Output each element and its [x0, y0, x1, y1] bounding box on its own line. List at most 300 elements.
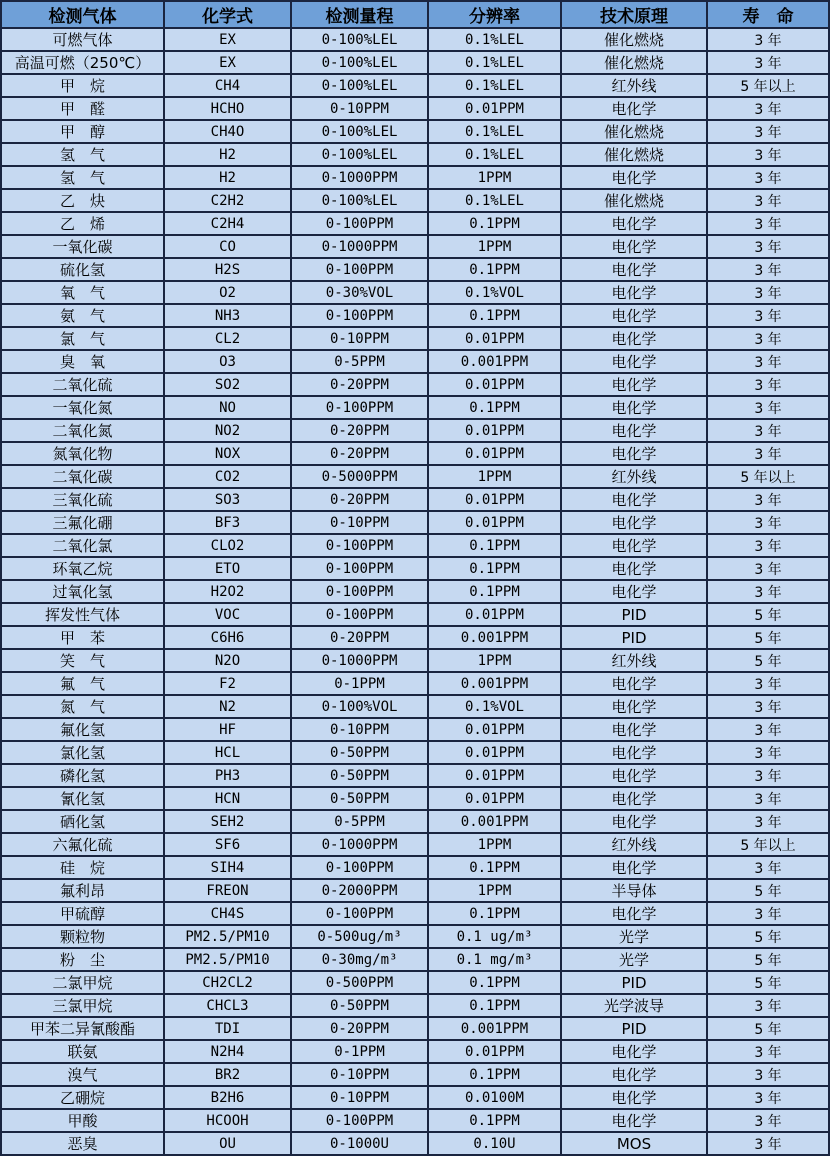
- cell-chemical-formula: C2H2: [164, 189, 291, 212]
- cell-chemical-formula: C6H6: [164, 626, 291, 649]
- cell-detection-range: 0-100%LEL: [291, 120, 428, 143]
- cell-chemical-formula: CO: [164, 235, 291, 258]
- cell-resolution: 0.01PPM: [428, 442, 561, 465]
- cell-resolution: 0.01PPM: [428, 1040, 561, 1063]
- cell-detection-range: 0-10PPM: [291, 1063, 428, 1086]
- cell-gas-name: 环氧乙烷: [1, 557, 164, 580]
- cell-lifespan: 3 年: [707, 672, 829, 695]
- cell-technology: 电化学: [561, 212, 707, 235]
- cell-detection-range: 0-10PPM: [291, 718, 428, 741]
- cell-lifespan: 5 年: [707, 649, 829, 672]
- table-row: [1, 1109, 829, 1132]
- cell-lifespan: 3 年: [707, 327, 829, 350]
- cell-chemical-formula: O3: [164, 350, 291, 373]
- cell-gas-name: 甲 醇: [1, 120, 164, 143]
- cell-gas-name: 溴气: [1, 1063, 164, 1086]
- cell-chemical-formula: PM2.5/PM10: [164, 948, 291, 971]
- cell-resolution: 0.001PPM: [428, 350, 561, 373]
- cell-lifespan: 3 年: [707, 212, 829, 235]
- column-header-gas-name: 检测气体: [1, 1, 164, 28]
- table-row: [1, 442, 829, 465]
- cell-chemical-formula: O2: [164, 281, 291, 304]
- table-row: [1, 511, 829, 534]
- table-row: [1, 1040, 829, 1063]
- cell-gas-name: 氟化氢: [1, 718, 164, 741]
- cell-technology: 电化学: [561, 695, 707, 718]
- cell-chemical-formula: HCN: [164, 787, 291, 810]
- cell-detection-range: 0-100PPM: [291, 304, 428, 327]
- table-row: [1, 1017, 829, 1040]
- cell-detection-range: 0-100PPM: [291, 396, 428, 419]
- cell-lifespan: 3 年: [707, 1132, 829, 1155]
- cell-lifespan: 5 年: [707, 971, 829, 994]
- cell-chemical-formula: FREON: [164, 879, 291, 902]
- cell-technology: 电化学: [561, 488, 707, 511]
- table-row: [1, 764, 829, 787]
- cell-resolution: 0.1PPM: [428, 557, 561, 580]
- cell-detection-range: 0-100PPM: [291, 902, 428, 925]
- cell-lifespan: 3 年: [707, 1109, 829, 1132]
- table-row: [1, 120, 829, 143]
- cell-resolution: 0.1PPM: [428, 856, 561, 879]
- cell-chemical-formula: ETO: [164, 557, 291, 580]
- cell-gas-name: 甲硫醇: [1, 902, 164, 925]
- cell-chemical-formula: SIH4: [164, 856, 291, 879]
- cell-technology: PID: [561, 1017, 707, 1040]
- cell-technology: 红外线: [561, 833, 707, 856]
- cell-chemical-formula: CO2: [164, 465, 291, 488]
- cell-resolution: 0.01PPM: [428, 787, 561, 810]
- cell-gas-name: 粉 尘: [1, 948, 164, 971]
- cell-chemical-formula: F2: [164, 672, 291, 695]
- cell-gas-name: 联氨: [1, 1040, 164, 1063]
- cell-technology: 光学: [561, 925, 707, 948]
- cell-gas-name: 可燃气体: [1, 28, 164, 51]
- cell-gas-name: 氨 气: [1, 304, 164, 327]
- cell-chemical-formula: TDI: [164, 1017, 291, 1040]
- cell-lifespan: 5 年: [707, 1017, 829, 1040]
- table-row: [1, 1063, 829, 1086]
- cell-technology: 电化学: [561, 1040, 707, 1063]
- cell-gas-name: 硅 烷: [1, 856, 164, 879]
- cell-resolution: 0.1 mg/m³: [428, 948, 561, 971]
- cell-lifespan: 3 年: [707, 396, 829, 419]
- cell-resolution: 1PPM: [428, 879, 561, 902]
- table-row: [1, 833, 829, 856]
- cell-gas-name: 硒化氢: [1, 810, 164, 833]
- cell-resolution: 0.01PPM: [428, 718, 561, 741]
- cell-technology: 电化学: [561, 718, 707, 741]
- cell-detection-range: 0-100%LEL: [291, 51, 428, 74]
- cell-lifespan: 3 年: [707, 120, 829, 143]
- column-header-chemical-formula: 化学式: [164, 1, 291, 28]
- cell-resolution: 0.1PPM: [428, 971, 561, 994]
- cell-technology: 电化学: [561, 1086, 707, 1109]
- cell-lifespan: 3 年: [707, 856, 829, 879]
- cell-detection-range: 0-10PPM: [291, 1086, 428, 1109]
- cell-detection-range: 0-50PPM: [291, 787, 428, 810]
- cell-gas-name: 乙 烯: [1, 212, 164, 235]
- table-row: [1, 603, 829, 626]
- cell-chemical-formula: VOC: [164, 603, 291, 626]
- cell-gas-name: 过氧化氢: [1, 580, 164, 603]
- table-row: [1, 143, 829, 166]
- cell-technology: 电化学: [561, 97, 707, 120]
- cell-lifespan: 5 年: [707, 626, 829, 649]
- column-header-lifespan: 寿 命: [707, 1, 829, 28]
- cell-chemical-formula: N2H4: [164, 1040, 291, 1063]
- cell-gas-name: 笑 气: [1, 649, 164, 672]
- column-header-resolution: 分辨率: [428, 1, 561, 28]
- table-row: [1, 810, 829, 833]
- cell-gas-name: 甲 烷: [1, 74, 164, 97]
- cell-chemical-formula: SF6: [164, 833, 291, 856]
- cell-lifespan: 3 年: [707, 143, 829, 166]
- cell-lifespan: 3 年: [707, 166, 829, 189]
- cell-resolution: 0.001PPM: [428, 626, 561, 649]
- cell-technology: 电化学: [561, 764, 707, 787]
- table-row: [1, 741, 829, 764]
- cell-resolution: 1PPM: [428, 833, 561, 856]
- cell-resolution: 0.01PPM: [428, 741, 561, 764]
- cell-lifespan: 3 年: [707, 741, 829, 764]
- cell-technology: 电化学: [561, 258, 707, 281]
- cell-detection-range: 0-1000U: [291, 1132, 428, 1155]
- cell-detection-range: 0-20PPM: [291, 373, 428, 396]
- cell-resolution: 0.1%VOL: [428, 695, 561, 718]
- cell-resolution: 0.01PPM: [428, 511, 561, 534]
- cell-resolution: 1PPM: [428, 465, 561, 488]
- cell-detection-range: 0-500PPM: [291, 971, 428, 994]
- cell-lifespan: 3 年: [707, 718, 829, 741]
- cell-chemical-formula: NO2: [164, 419, 291, 442]
- cell-gas-name: 一氧化氮: [1, 396, 164, 419]
- cell-lifespan: 3 年: [707, 1063, 829, 1086]
- cell-detection-range: 0-20PPM: [291, 442, 428, 465]
- table-row: [1, 672, 829, 695]
- cell-chemical-formula: H2: [164, 166, 291, 189]
- cell-detection-range: 0-10PPM: [291, 97, 428, 120]
- cell-detection-range: 0-1000PPM: [291, 833, 428, 856]
- cell-detection-range: 0-1PPM: [291, 1040, 428, 1063]
- cell-technology: 电化学: [561, 672, 707, 695]
- cell-gas-name: 颗粒物: [1, 925, 164, 948]
- table-header: [1, 1, 829, 28]
- cell-resolution: 1PPM: [428, 649, 561, 672]
- table-row: [1, 1086, 829, 1109]
- cell-lifespan: 3 年: [707, 281, 829, 304]
- table-row: [1, 971, 829, 994]
- cell-resolution: 0.1%LEL: [428, 74, 561, 97]
- cell-detection-range: 0-50PPM: [291, 741, 428, 764]
- cell-lifespan: 3 年: [707, 373, 829, 396]
- cell-detection-range: 0-10PPM: [291, 511, 428, 534]
- cell-resolution: 0.01PPM: [428, 97, 561, 120]
- cell-resolution: 0.01PPM: [428, 488, 561, 511]
- cell-lifespan: 3 年: [707, 28, 829, 51]
- cell-chemical-formula: NO: [164, 396, 291, 419]
- cell-gas-name: 硫化氢: [1, 258, 164, 281]
- cell-technology: 红外线: [561, 74, 707, 97]
- cell-lifespan: 5 年: [707, 603, 829, 626]
- cell-resolution: 0.1PPM: [428, 994, 561, 1017]
- cell-detection-range: 0-1000PPM: [291, 649, 428, 672]
- table-row: [1, 534, 829, 557]
- cell-detection-range: 0-100%LEL: [291, 189, 428, 212]
- cell-gas-name: 甲 醛: [1, 97, 164, 120]
- cell-detection-range: 0-5000PPM: [291, 465, 428, 488]
- cell-gas-name: 二氧化氯: [1, 534, 164, 557]
- cell-detection-range: 0-100PPM: [291, 534, 428, 557]
- cell-detection-range: 0-100%LEL: [291, 143, 428, 166]
- cell-gas-name: 恶臭: [1, 1132, 164, 1155]
- table-row: [1, 258, 829, 281]
- cell-resolution: 0.1PPM: [428, 534, 561, 557]
- cell-chemical-formula: PM2.5/PM10: [164, 925, 291, 948]
- table-row: [1, 235, 829, 258]
- cell-lifespan: 5 年: [707, 879, 829, 902]
- cell-technology: 电化学: [561, 235, 707, 258]
- cell-detection-range: 0-100PPM: [291, 580, 428, 603]
- cell-lifespan: 3 年: [707, 1040, 829, 1063]
- cell-resolution: 0.1PPM: [428, 1109, 561, 1132]
- cell-technology: 电化学: [561, 281, 707, 304]
- cell-chemical-formula: PH3: [164, 764, 291, 787]
- cell-lifespan: 5 年: [707, 948, 829, 971]
- cell-gas-name: 氟利昂: [1, 879, 164, 902]
- cell-lifespan: 3 年: [707, 994, 829, 1017]
- cell-chemical-formula: SO3: [164, 488, 291, 511]
- cell-technology: 电化学: [561, 534, 707, 557]
- cell-technology: 电化学: [561, 350, 707, 373]
- cell-chemical-formula: C2H4: [164, 212, 291, 235]
- cell-resolution: 0.001PPM: [428, 1017, 561, 1040]
- cell-chemical-formula: EX: [164, 51, 291, 74]
- cell-detection-range: 0-1000PPM: [291, 235, 428, 258]
- cell-technology: 催化燃烧: [561, 189, 707, 212]
- table-row: [1, 787, 829, 810]
- cell-gas-name: 磷化氢: [1, 764, 164, 787]
- cell-chemical-formula: N2O: [164, 649, 291, 672]
- cell-resolution: 0.1PPM: [428, 396, 561, 419]
- cell-detection-range: 0-20PPM: [291, 626, 428, 649]
- cell-chemical-formula: CH4S: [164, 902, 291, 925]
- cell-resolution: 0.1 ug/m³: [428, 925, 561, 948]
- cell-resolution: 0.1PPM: [428, 258, 561, 281]
- cell-gas-name: 三氟化硼: [1, 511, 164, 534]
- cell-technology: 红外线: [561, 465, 707, 488]
- cell-technology: 电化学: [561, 741, 707, 764]
- cell-gas-name: 一氧化碳: [1, 235, 164, 258]
- cell-lifespan: 3 年: [707, 235, 829, 258]
- cell-chemical-formula: CH4O: [164, 120, 291, 143]
- cell-detection-range: 0-100PPM: [291, 1109, 428, 1132]
- cell-resolution: 1PPM: [428, 235, 561, 258]
- cell-technology: 电化学: [561, 856, 707, 879]
- cell-resolution: 0.1PPM: [428, 304, 561, 327]
- cell-technology: 催化燃烧: [561, 28, 707, 51]
- cell-lifespan: 3 年: [707, 580, 829, 603]
- cell-chemical-formula: CH2CL2: [164, 971, 291, 994]
- cell-technology: 光学: [561, 948, 707, 971]
- cell-lifespan: 3 年: [707, 419, 829, 442]
- cell-lifespan: 3 年: [707, 488, 829, 511]
- cell-gas-name: 挥发性气体: [1, 603, 164, 626]
- cell-chemical-formula: B2H6: [164, 1086, 291, 1109]
- cell-gas-name: 二氧化氮: [1, 419, 164, 442]
- cell-chemical-formula: SEH2: [164, 810, 291, 833]
- cell-resolution: 0.1%VOL: [428, 281, 561, 304]
- cell-detection-range: 0-100%LEL: [291, 74, 428, 97]
- cell-detection-range: 0-50PPM: [291, 994, 428, 1017]
- cell-chemical-formula: H2O2: [164, 580, 291, 603]
- cell-lifespan: 3 年: [707, 902, 829, 925]
- cell-gas-name: 氯化氢: [1, 741, 164, 764]
- cell-detection-range: 0-30%VOL: [291, 281, 428, 304]
- table-row: [1, 327, 829, 350]
- table-body: [1, 28, 829, 1155]
- cell-detection-range: 0-100PPM: [291, 603, 428, 626]
- cell-chemical-formula: CH4: [164, 74, 291, 97]
- cell-gas-name: 氰化氢: [1, 787, 164, 810]
- cell-technology: 电化学: [561, 511, 707, 534]
- cell-chemical-formula: H2: [164, 143, 291, 166]
- cell-technology: 电化学: [561, 787, 707, 810]
- column-header-detection-range: 检测量程: [291, 1, 428, 28]
- cell-resolution: 0.01PPM: [428, 603, 561, 626]
- cell-gas-name: 六氟化硫: [1, 833, 164, 856]
- cell-chemical-formula: OU: [164, 1132, 291, 1155]
- cell-resolution: 0.001PPM: [428, 672, 561, 695]
- cell-technology: 催化燃烧: [561, 51, 707, 74]
- cell-technology: 电化学: [561, 396, 707, 419]
- cell-technology: 电化学: [561, 327, 707, 350]
- table-row: [1, 166, 829, 189]
- cell-gas-name: 氢 气: [1, 143, 164, 166]
- cell-chemical-formula: SO2: [164, 373, 291, 396]
- cell-resolution: 0.1PPM: [428, 580, 561, 603]
- cell-technology: 电化学: [561, 1109, 707, 1132]
- cell-detection-range: 0-100PPM: [291, 856, 428, 879]
- table-row: [1, 97, 829, 120]
- cell-detection-range: 0-2000PPM: [291, 879, 428, 902]
- table-row: [1, 419, 829, 442]
- header-row: [1, 1, 829, 28]
- cell-chemical-formula: CLO2: [164, 534, 291, 557]
- cell-technology: 电化学: [561, 373, 707, 396]
- cell-technology: 电化学: [561, 580, 707, 603]
- cell-gas-name: 三氧化硫: [1, 488, 164, 511]
- cell-technology: PID: [561, 971, 707, 994]
- cell-technology: MOS: [561, 1132, 707, 1155]
- cell-technology: 电化学: [561, 1063, 707, 1086]
- cell-gas-name: 三氯甲烷: [1, 994, 164, 1017]
- cell-detection-range: 0-20PPM: [291, 488, 428, 511]
- table-row: [1, 304, 829, 327]
- cell-detection-range: 0-1PPM: [291, 672, 428, 695]
- cell-gas-name: 二氯甲烷: [1, 971, 164, 994]
- cell-detection-range: 0-30mg/m³: [291, 948, 428, 971]
- cell-lifespan: 3 年: [707, 787, 829, 810]
- cell-chemical-formula: HCOOH: [164, 1109, 291, 1132]
- cell-gas-name: 氮氧化物: [1, 442, 164, 465]
- cell-resolution: 0.1%LEL: [428, 51, 561, 74]
- cell-gas-name: 甲 苯: [1, 626, 164, 649]
- table-row: [1, 626, 829, 649]
- cell-resolution: 1PPM: [428, 166, 561, 189]
- cell-technology: 催化燃烧: [561, 120, 707, 143]
- table-row: [1, 488, 829, 511]
- cell-chemical-formula: EX: [164, 28, 291, 51]
- cell-chemical-formula: HCL: [164, 741, 291, 764]
- table-row: [1, 465, 829, 488]
- cell-technology: PID: [561, 603, 707, 626]
- table-row: [1, 51, 829, 74]
- cell-detection-range: 0-5PPM: [291, 350, 428, 373]
- cell-technology: 催化燃烧: [561, 143, 707, 166]
- cell-detection-range: 0-100%LEL: [291, 28, 428, 51]
- cell-lifespan: 3 年: [707, 695, 829, 718]
- table-row: [1, 212, 829, 235]
- cell-resolution: 0.0100M: [428, 1086, 561, 1109]
- table-row: [1, 1132, 829, 1155]
- cell-resolution: 0.01PPM: [428, 764, 561, 787]
- cell-chemical-formula: CL2: [164, 327, 291, 350]
- cell-gas-name: 氮 气: [1, 695, 164, 718]
- cell-lifespan: 3 年: [707, 258, 829, 281]
- cell-chemical-formula: BF3: [164, 511, 291, 534]
- cell-lifespan: 5 年: [707, 925, 829, 948]
- table-row: [1, 350, 829, 373]
- cell-lifespan: 3 年: [707, 51, 829, 74]
- cell-resolution: 0.1%LEL: [428, 28, 561, 51]
- cell-resolution: 0.1PPM: [428, 902, 561, 925]
- table-row: [1, 856, 829, 879]
- cell-gas-name: 二氧化碳: [1, 465, 164, 488]
- cell-technology: 电化学: [561, 557, 707, 580]
- table-row: [1, 580, 829, 603]
- cell-technology: 电化学: [561, 304, 707, 327]
- cell-lifespan: 5 年以上: [707, 74, 829, 97]
- cell-detection-range: 0-5PPM: [291, 810, 428, 833]
- cell-technology: 半导体: [561, 879, 707, 902]
- table-row: [1, 695, 829, 718]
- cell-chemical-formula: BR2: [164, 1063, 291, 1086]
- cell-gas-name: 氟 气: [1, 672, 164, 695]
- cell-technology: 红外线: [561, 649, 707, 672]
- table-row: [1, 281, 829, 304]
- table-row: [1, 718, 829, 741]
- cell-resolution: 0.1PPM: [428, 212, 561, 235]
- cell-lifespan: 3 年: [707, 350, 829, 373]
- cell-resolution: 0.1%LEL: [428, 143, 561, 166]
- table-row: [1, 74, 829, 97]
- cell-gas-name: 甲苯二异氰酸酯: [1, 1017, 164, 1040]
- cell-detection-range: 0-100PPM: [291, 258, 428, 281]
- cell-lifespan: 3 年: [707, 189, 829, 212]
- cell-resolution: 0.01PPM: [428, 327, 561, 350]
- cell-resolution: 0.10U: [428, 1132, 561, 1155]
- table-row: [1, 879, 829, 902]
- cell-chemical-formula: HCHO: [164, 97, 291, 120]
- cell-lifespan: 5 年以上: [707, 833, 829, 856]
- cell-detection-range: 0-10PPM: [291, 327, 428, 350]
- cell-lifespan: 3 年: [707, 511, 829, 534]
- cell-detection-range: 0-20PPM: [291, 1017, 428, 1040]
- table-row: [1, 396, 829, 419]
- cell-lifespan: 3 年: [707, 442, 829, 465]
- cell-chemical-formula: NOX: [164, 442, 291, 465]
